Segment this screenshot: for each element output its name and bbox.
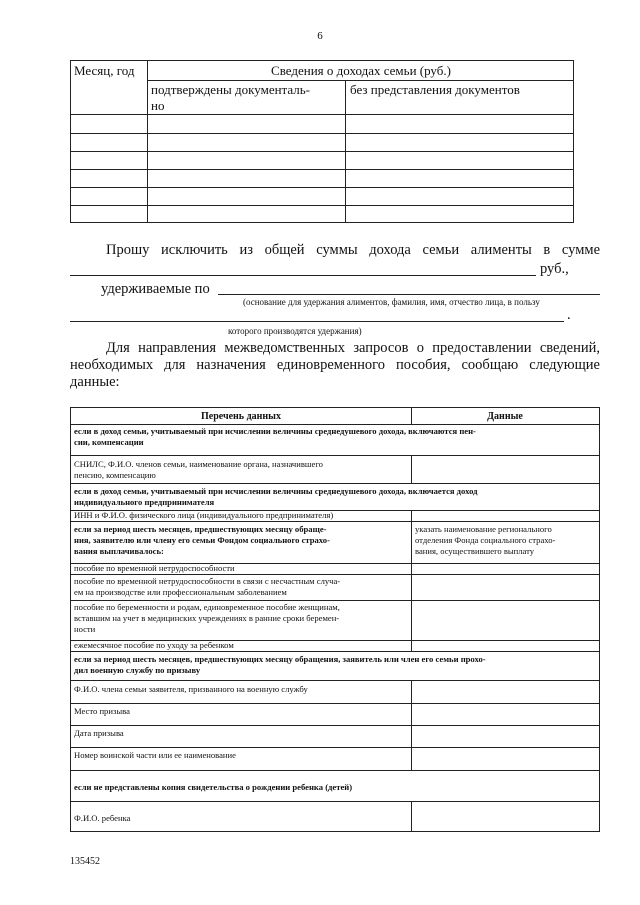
- row-benefit-childcare: ежемесячное пособие по уходу за ребенком: [74, 640, 234, 650]
- row-divider: [71, 521, 599, 522]
- social-insurance-instruction-line2: отделения Фонда социального страхо-: [415, 535, 556, 545]
- row-divider: [71, 424, 599, 425]
- row-benefit-maternity-line3: ности: [74, 624, 96, 634]
- section-entrepreneur-line1: если в доход семьи, учитываемый при исчислении величины среднедушевого дохода, включается доход: [74, 486, 478, 496]
- row-divider: [71, 574, 599, 575]
- intro-line1: Для направления межведомственных запросов о предоставлении сведений,: [106, 340, 600, 356]
- row-benefit-maternity-line2: вставшим на учет в медицинских учреждениях в ранние сроки беремен-: [74, 613, 340, 623]
- row-divider: [71, 651, 599, 652]
- section-entrepreneur: [74, 486, 596, 508]
- row-benefit-accident-line1: пособие по временной нетрудоспособности в связи с несчастным случа-: [74, 576, 341, 586]
- section-pensions: [74, 426, 596, 448]
- withheld-basis-line: [218, 294, 600, 295]
- col-divider: [411, 455, 412, 483]
- row-conscription-place: Место призыва: [74, 706, 130, 716]
- row-divider: [71, 187, 573, 188]
- row-benefit-accident-line2: ем на производстве или профессиональным заболеванием: [74, 587, 287, 597]
- beneficiary-line: [70, 321, 564, 322]
- row-divider: [71, 133, 573, 134]
- section-social-insurance-line2: ния, заявителю или члену его семьи Фондом социального страхо-: [74, 535, 330, 545]
- header-data: Данные: [487, 411, 523, 422]
- row-divider: [71, 483, 599, 484]
- row-benefit-accident: [74, 576, 408, 598]
- row-military-unit: Номер воинской части или ее наименование: [74, 750, 236, 760]
- row-child-name: Ф.И.О. ребенка: [74, 813, 131, 823]
- alimony-amount-line: [70, 275, 536, 276]
- row-divider: [71, 114, 573, 115]
- social-insurance-instruction-line1: указать наименование регионального: [415, 524, 552, 534]
- col-month-header: Месяц, год: [74, 63, 135, 78]
- row-divider: [71, 600, 599, 601]
- row-divider: [71, 770, 599, 771]
- row-divider: [71, 205, 573, 206]
- row-benefit-sick-leave: пособие по временной нетрудоспособности: [74, 563, 235, 573]
- section-social-insurance-line1: если за период шесть месяцев, предшествующих месяцу обраще-: [74, 524, 327, 534]
- row-snils: [74, 459, 408, 481]
- currency-label: руб.,: [540, 261, 569, 277]
- col-divider: [411, 510, 412, 651]
- section-military-line1: если за период шесть месяцев, предшествующих месяцу обращения, заявитель или член его семьи прохо-: [74, 654, 486, 664]
- row-divider: [71, 725, 599, 726]
- section-entrepreneur-line2: индивидуального предпринимателя: [74, 497, 215, 507]
- alimony-request-text: Прошу исключить из общей суммы дохода семьи алименты в сумме: [106, 242, 600, 258]
- row-divider: [71, 169, 573, 170]
- income-group-header: Сведения о доходах семьи (руб.): [271, 63, 451, 78]
- row-divider: [71, 680, 599, 681]
- section-pensions-line1: если в доход семьи, учитываемый при исчислении величины среднедушевого дохода, включаются пен-: [74, 426, 476, 436]
- social-insurance-instruction-line3: вания, осуществившего выплату: [415, 546, 535, 556]
- row-divider: [71, 801, 599, 802]
- row-divider: [71, 747, 599, 748]
- col-divider: [147, 61, 148, 222]
- withheld-by-label: удерживаемые по: [101, 281, 210, 297]
- col-documented-header: [151, 82, 343, 114]
- row-snils-line2: пенсию, компенсацию: [74, 470, 156, 480]
- beneficiary-hint: которого производятся удержания): [228, 326, 362, 336]
- col-documented-line1: подтверждены документаль-: [151, 82, 311, 97]
- row-divider: [147, 80, 573, 81]
- section-pensions-line2: сии, компенсации: [74, 437, 144, 447]
- income-table: [70, 60, 574, 223]
- row-divider: [71, 151, 573, 152]
- col-documented-line2: но: [151, 98, 165, 113]
- section-military-line2: дил военную службу по призыву: [74, 665, 201, 675]
- section-social-insurance-line3: вания выплачивалось:: [74, 546, 164, 556]
- withheld-basis-hint: (основание для удержания алиментов, фамилия, имя, отчество лица, в пользу: [243, 297, 540, 307]
- section-birth-certificate: если не представлены копия свидетельства о рождении ребенка (детей): [74, 782, 353, 792]
- section-military: [74, 654, 596, 676]
- header-data-list: Перечень данных: [201, 411, 281, 422]
- col-divider: [411, 801, 412, 831]
- section-social-insurance: [74, 524, 408, 557]
- row-conscription-date: Дата призыва: [74, 728, 124, 738]
- social-insurance-instruction: [415, 524, 599, 557]
- page-number: 6: [317, 30, 323, 42]
- row-divider: [71, 703, 599, 704]
- row-snils-line1: СНИЛС, Ф.И.О. членов семьи, наименование органа, назначившего: [74, 459, 323, 469]
- row-conscript-name: Ф.И.О. члена семьи заявителя, призванного на военную службу: [74, 684, 308, 694]
- row-inn: ИНН и Ф.И.О. физического лица (индивидуального предпринимателя): [74, 510, 334, 520]
- col-undocumented-header: без представления документов: [350, 82, 520, 97]
- intro-line2: необходимых для назначения единовременного пособия, сообщаю следующие: [70, 357, 600, 373]
- row-benefit-maternity-line1: пособие по беременности и родам, единовременное пособие женщинам,: [74, 602, 340, 612]
- row-benefit-maternity: [74, 602, 408, 635]
- data-table: [70, 407, 600, 832]
- document-code: 135452: [70, 856, 100, 867]
- period-mark: .: [567, 307, 571, 323]
- row-divider: [71, 455, 599, 456]
- intro-line3: данные:: [70, 374, 120, 390]
